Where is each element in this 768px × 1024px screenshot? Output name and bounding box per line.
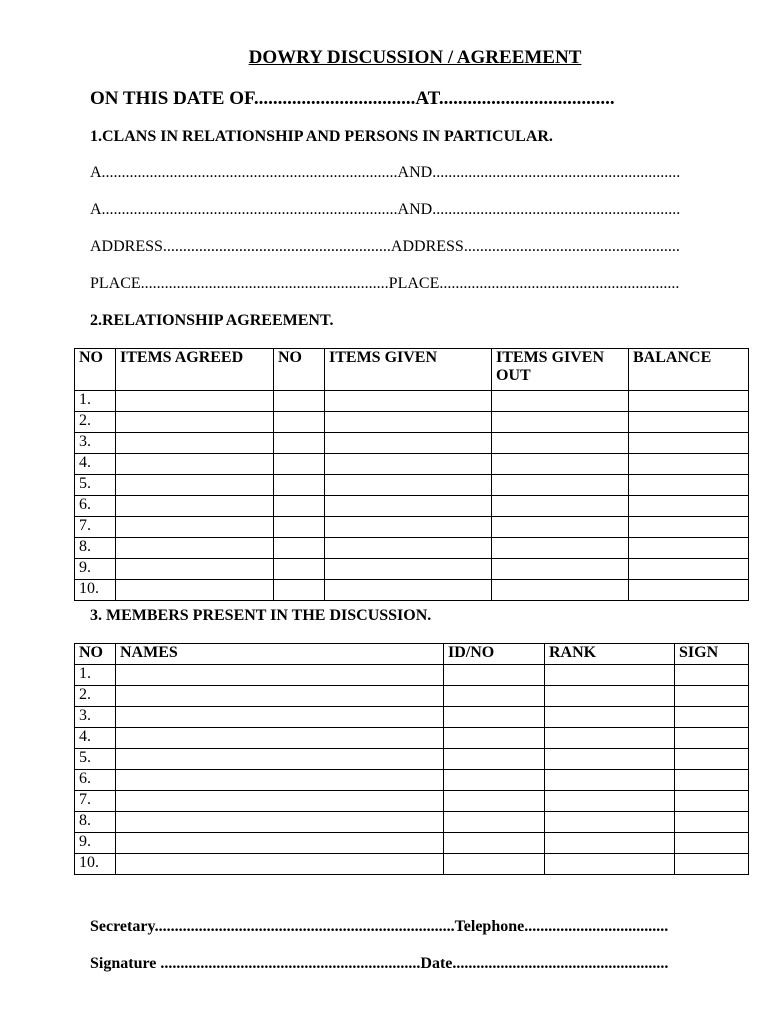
table-cell[interactable] bbox=[629, 475, 749, 496]
table-cell[interactable] bbox=[116, 454, 274, 475]
document-title: DOWRY DISCUSSION / AGREEMENT bbox=[248, 47, 582, 68]
agreement-header-row bbox=[75, 349, 749, 391]
row-number: 9. bbox=[75, 559, 116, 580]
section1-heading: 1.CLANS IN RELATIONSHIP AND PERSONS IN PARTICULAR. bbox=[90, 128, 553, 145]
table-row bbox=[75, 412, 749, 433]
table-cell[interactable] bbox=[629, 538, 749, 559]
table-cell[interactable] bbox=[274, 454, 325, 475]
table-cell[interactable] bbox=[629, 496, 749, 517]
table-row bbox=[75, 791, 749, 812]
table-cell[interactable] bbox=[444, 854, 545, 875]
section2-heading: 2.RELATIONSHIP AGREEMENT. bbox=[90, 312, 334, 329]
table-cell[interactable] bbox=[274, 496, 325, 517]
table-cell[interactable] bbox=[116, 496, 274, 517]
table-cell[interactable] bbox=[629, 391, 749, 412]
table-cell[interactable] bbox=[545, 812, 675, 833]
col-header-no: NO bbox=[75, 349, 116, 391]
table-cell[interactable] bbox=[116, 728, 444, 749]
table-row bbox=[75, 559, 749, 580]
table-cell[interactable] bbox=[116, 770, 444, 791]
table-row bbox=[75, 538, 749, 559]
row-number: 9. bbox=[75, 833, 116, 854]
table-cell[interactable] bbox=[274, 559, 325, 580]
table-row bbox=[75, 686, 749, 707]
clan-line-1: A..........................................................................AND.............................................................. bbox=[90, 164, 681, 181]
table-row bbox=[75, 496, 749, 517]
col-header-items-agreed: ITEMS AGREED bbox=[116, 349, 274, 391]
col-header-names: NAMES bbox=[116, 644, 444, 665]
table-cell[interactable] bbox=[116, 749, 444, 770]
table-cell[interactable] bbox=[545, 686, 675, 707]
table-cell[interactable] bbox=[675, 665, 749, 686]
table-cell[interactable] bbox=[545, 854, 675, 875]
row-number: 4. bbox=[75, 728, 116, 749]
table-cell[interactable] bbox=[545, 707, 675, 728]
col-header-items-given-out: ITEMS GIVEN OUT bbox=[492, 349, 629, 391]
col-header-no-2: NO bbox=[274, 349, 325, 391]
table-cell[interactable] bbox=[629, 517, 749, 538]
table-row bbox=[75, 854, 749, 875]
table-cell[interactable] bbox=[545, 791, 675, 812]
secretary-telephone-line: Secretary...........................................................................Telephone.................................... bbox=[90, 918, 669, 935]
table-cell[interactable] bbox=[675, 728, 749, 749]
table-cell[interactable] bbox=[675, 770, 749, 791]
table-cell[interactable] bbox=[444, 707, 545, 728]
date-place-line: ON THIS DATE OF..................................AT..................................... bbox=[90, 88, 615, 109]
table-cell[interactable] bbox=[675, 749, 749, 770]
table-cell[interactable] bbox=[116, 517, 274, 538]
table-row bbox=[75, 391, 749, 412]
table-cell[interactable] bbox=[492, 559, 629, 580]
table-cell[interactable] bbox=[629, 454, 749, 475]
table-row bbox=[75, 475, 749, 496]
col-header-sign: SIGN bbox=[675, 644, 749, 665]
table-cell[interactable] bbox=[325, 580, 492, 601]
table-cell[interactable] bbox=[629, 433, 749, 454]
table-cell[interactable] bbox=[675, 791, 749, 812]
table-cell[interactable] bbox=[116, 833, 444, 854]
table-cell[interactable] bbox=[325, 412, 492, 433]
row-number: 7. bbox=[75, 791, 116, 812]
table-cell[interactable] bbox=[274, 391, 325, 412]
row-number: 1. bbox=[75, 391, 116, 412]
table-cell[interactable] bbox=[325, 391, 492, 412]
section3-heading: 3. MEMBERS PRESENT IN THE DISCUSSION. bbox=[90, 607, 432, 624]
table-row bbox=[75, 580, 749, 601]
row-number: 5. bbox=[75, 749, 116, 770]
table-row bbox=[75, 517, 749, 538]
table-cell[interactable] bbox=[492, 454, 629, 475]
table-cell[interactable] bbox=[274, 412, 325, 433]
table-cell[interactable] bbox=[629, 580, 749, 601]
col-header-no: NO bbox=[75, 644, 116, 665]
table-cell[interactable] bbox=[444, 749, 545, 770]
table-cell[interactable] bbox=[116, 854, 444, 875]
col-header-items-given: ITEMS GIVEN bbox=[325, 349, 492, 391]
table-cell[interactable] bbox=[325, 559, 492, 580]
table-cell[interactable] bbox=[545, 833, 675, 854]
table-cell[interactable] bbox=[116, 412, 274, 433]
members-header-row bbox=[75, 644, 749, 665]
table-cell[interactable] bbox=[116, 433, 274, 454]
row-number: 7. bbox=[75, 517, 116, 538]
table-row bbox=[75, 665, 749, 686]
table-cell[interactable] bbox=[274, 580, 325, 601]
table-cell[interactable] bbox=[325, 454, 492, 475]
table-cell[interactable] bbox=[444, 665, 545, 686]
table-cell[interactable] bbox=[629, 412, 749, 433]
table-cell[interactable] bbox=[444, 728, 545, 749]
table-cell[interactable] bbox=[325, 433, 492, 454]
table-cell[interactable] bbox=[675, 854, 749, 875]
table-row bbox=[75, 812, 749, 833]
table-cell[interactable] bbox=[675, 686, 749, 707]
place-line: PLACE..............................................................PLACE............................................................ bbox=[90, 275, 680, 292]
table-cell[interactable] bbox=[492, 517, 629, 538]
table-cell[interactable] bbox=[492, 433, 629, 454]
col-header-id-no: ID/NO bbox=[444, 644, 545, 665]
table-cell[interactable] bbox=[444, 791, 545, 812]
table-cell[interactable] bbox=[116, 791, 444, 812]
row-number: 8. bbox=[75, 812, 116, 833]
members-table bbox=[74, 643, 749, 875]
table-row bbox=[75, 749, 749, 770]
row-number: 3. bbox=[75, 433, 116, 454]
table-cell[interactable] bbox=[492, 538, 629, 559]
row-number: 1. bbox=[75, 665, 116, 686]
table-cell[interactable] bbox=[492, 496, 629, 517]
table-cell[interactable] bbox=[116, 812, 444, 833]
table-cell[interactable] bbox=[629, 559, 749, 580]
table-cell[interactable] bbox=[545, 749, 675, 770]
signature-date-line: Signature .................................................................Date...................................................... bbox=[90, 955, 669, 972]
address-line: ADDRESS.........................................................ADDRESS...................................................... bbox=[90, 238, 680, 255]
table-cell[interactable] bbox=[325, 517, 492, 538]
table-cell[interactable] bbox=[116, 391, 274, 412]
table-cell[interactable] bbox=[492, 580, 629, 601]
table-cell[interactable] bbox=[675, 707, 749, 728]
table-cell[interactable] bbox=[444, 833, 545, 854]
table-cell[interactable] bbox=[274, 475, 325, 496]
table-cell[interactable] bbox=[325, 496, 492, 517]
row-number: 8. bbox=[75, 538, 116, 559]
table-cell[interactable] bbox=[116, 665, 444, 686]
table-cell[interactable] bbox=[444, 812, 545, 833]
row-number: 5. bbox=[75, 475, 116, 496]
table-cell[interactable] bbox=[444, 770, 545, 791]
row-number: 2. bbox=[75, 686, 116, 707]
table-row bbox=[75, 454, 749, 475]
table-cell[interactable] bbox=[116, 475, 274, 496]
table-cell[interactable] bbox=[325, 475, 492, 496]
table-cell[interactable] bbox=[545, 770, 675, 791]
table-cell[interactable] bbox=[492, 412, 629, 433]
table-cell[interactable] bbox=[274, 517, 325, 538]
row-number: 4. bbox=[75, 454, 116, 475]
table-row bbox=[75, 833, 749, 854]
row-number: 6. bbox=[75, 770, 116, 791]
row-number: 2. bbox=[75, 412, 116, 433]
table-cell[interactable] bbox=[116, 538, 274, 559]
row-number: 10. bbox=[75, 854, 116, 875]
table-row bbox=[75, 707, 749, 728]
table-cell[interactable] bbox=[274, 433, 325, 454]
table-cell[interactable] bbox=[116, 559, 274, 580]
table-cell[interactable] bbox=[325, 538, 492, 559]
table-cell[interactable] bbox=[492, 475, 629, 496]
table-cell[interactable] bbox=[675, 833, 749, 854]
col-header-rank: RANK bbox=[545, 644, 675, 665]
table-row bbox=[75, 433, 749, 454]
table-cell[interactable] bbox=[545, 665, 675, 686]
table-cell[interactable] bbox=[675, 812, 749, 833]
row-number: 6. bbox=[75, 496, 116, 517]
table-cell[interactable] bbox=[492, 391, 629, 412]
table-cell[interactable] bbox=[116, 707, 444, 728]
table-cell[interactable] bbox=[116, 580, 274, 601]
agreement-table bbox=[74, 348, 749, 601]
table-cell[interactable] bbox=[274, 538, 325, 559]
table-row bbox=[75, 728, 749, 749]
row-number: 3. bbox=[75, 707, 116, 728]
table-cell[interactable] bbox=[116, 686, 444, 707]
table-cell[interactable] bbox=[444, 686, 545, 707]
table-row bbox=[75, 770, 749, 791]
table-cell[interactable] bbox=[545, 728, 675, 749]
row-number: 10. bbox=[75, 580, 116, 601]
clan-line-2: A..........................................................................AND.............................................................. bbox=[90, 201, 681, 218]
col-header-balance: BALANCE bbox=[629, 349, 749, 391]
